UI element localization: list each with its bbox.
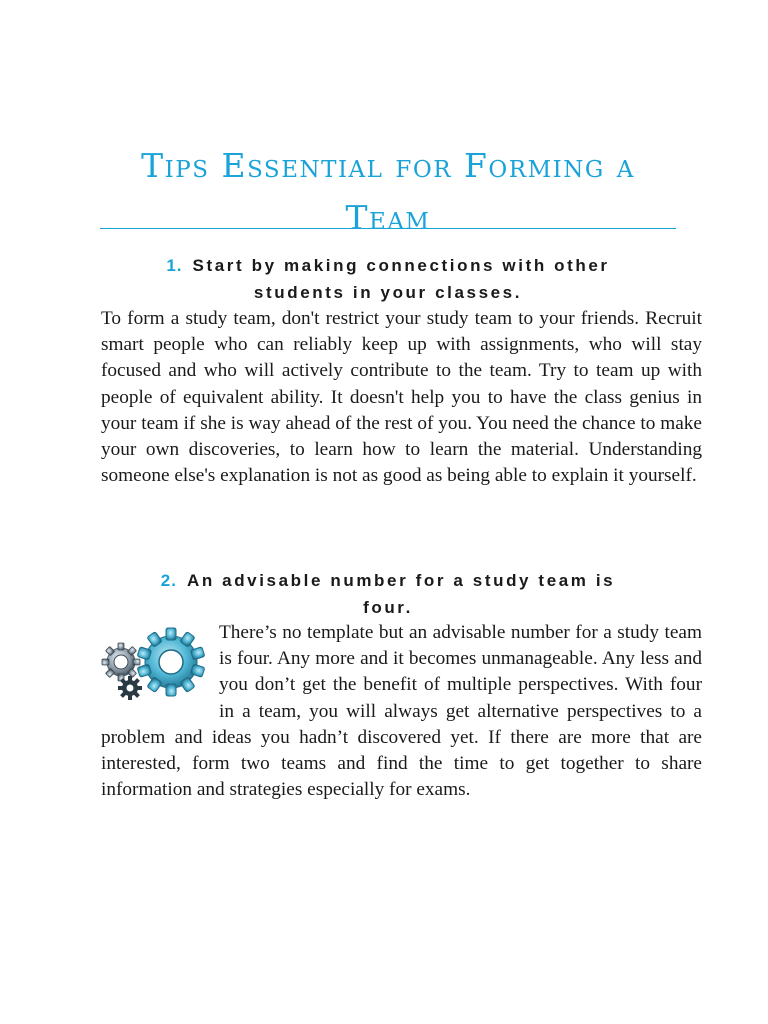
large-gear-icon — [137, 628, 205, 696]
page-title-line1: Tips Essential for Forming a — [141, 146, 635, 185]
section-1-body: To form a study team, don't restrict your study team to your friends. Recruit smart people who can reliably keep up with assignments, who will stay focused and who will actively contribute to the team. Try to team up with people of equivalent ability. It doesn't help you to have the class genius in your team if she is way ahead of the rest of you. You need the chance to make your own discoveries, to learn how to learn the material. Understanding someone else's explanation is not as good as being able to explain it yourself. — [101, 308, 702, 487]
gears-icon — [101, 626, 211, 712]
section-2-number: 2. — [160, 571, 177, 590]
section-2-body: There’s no template but an advisable number for a study team is four. Any more and it becomes unmanageable. Any less and you don’t get the benefit of multiple perspectives. With four in a team, you will always get alternative perspectives to a problem and ideas you hadn’t discovered yet. If there are more that are interested, form two teams and find the time to get together to share information and strategies especially for exams. — [101, 622, 702, 801]
small-gear-icon — [118, 676, 142, 700]
medium-gear-icon — [102, 643, 140, 681]
page-title-line2: Team — [345, 198, 431, 237]
section-1-number: 1. — [166, 256, 183, 275]
title-divider — [100, 228, 676, 229]
section-2-heading-line2: four. — [363, 598, 413, 617]
section-2-heading — [100, 567, 676, 621]
section-2-heading-line1: An advisable number for a study team is — [186, 571, 616, 590]
section-2-content — [101, 620, 702, 803]
section-1-heading-line1: Start by making connections with other — [192, 256, 610, 275]
section-1-heading-line2: students in your classes. — [253, 283, 523, 302]
section-1-heading — [100, 252, 676, 306]
